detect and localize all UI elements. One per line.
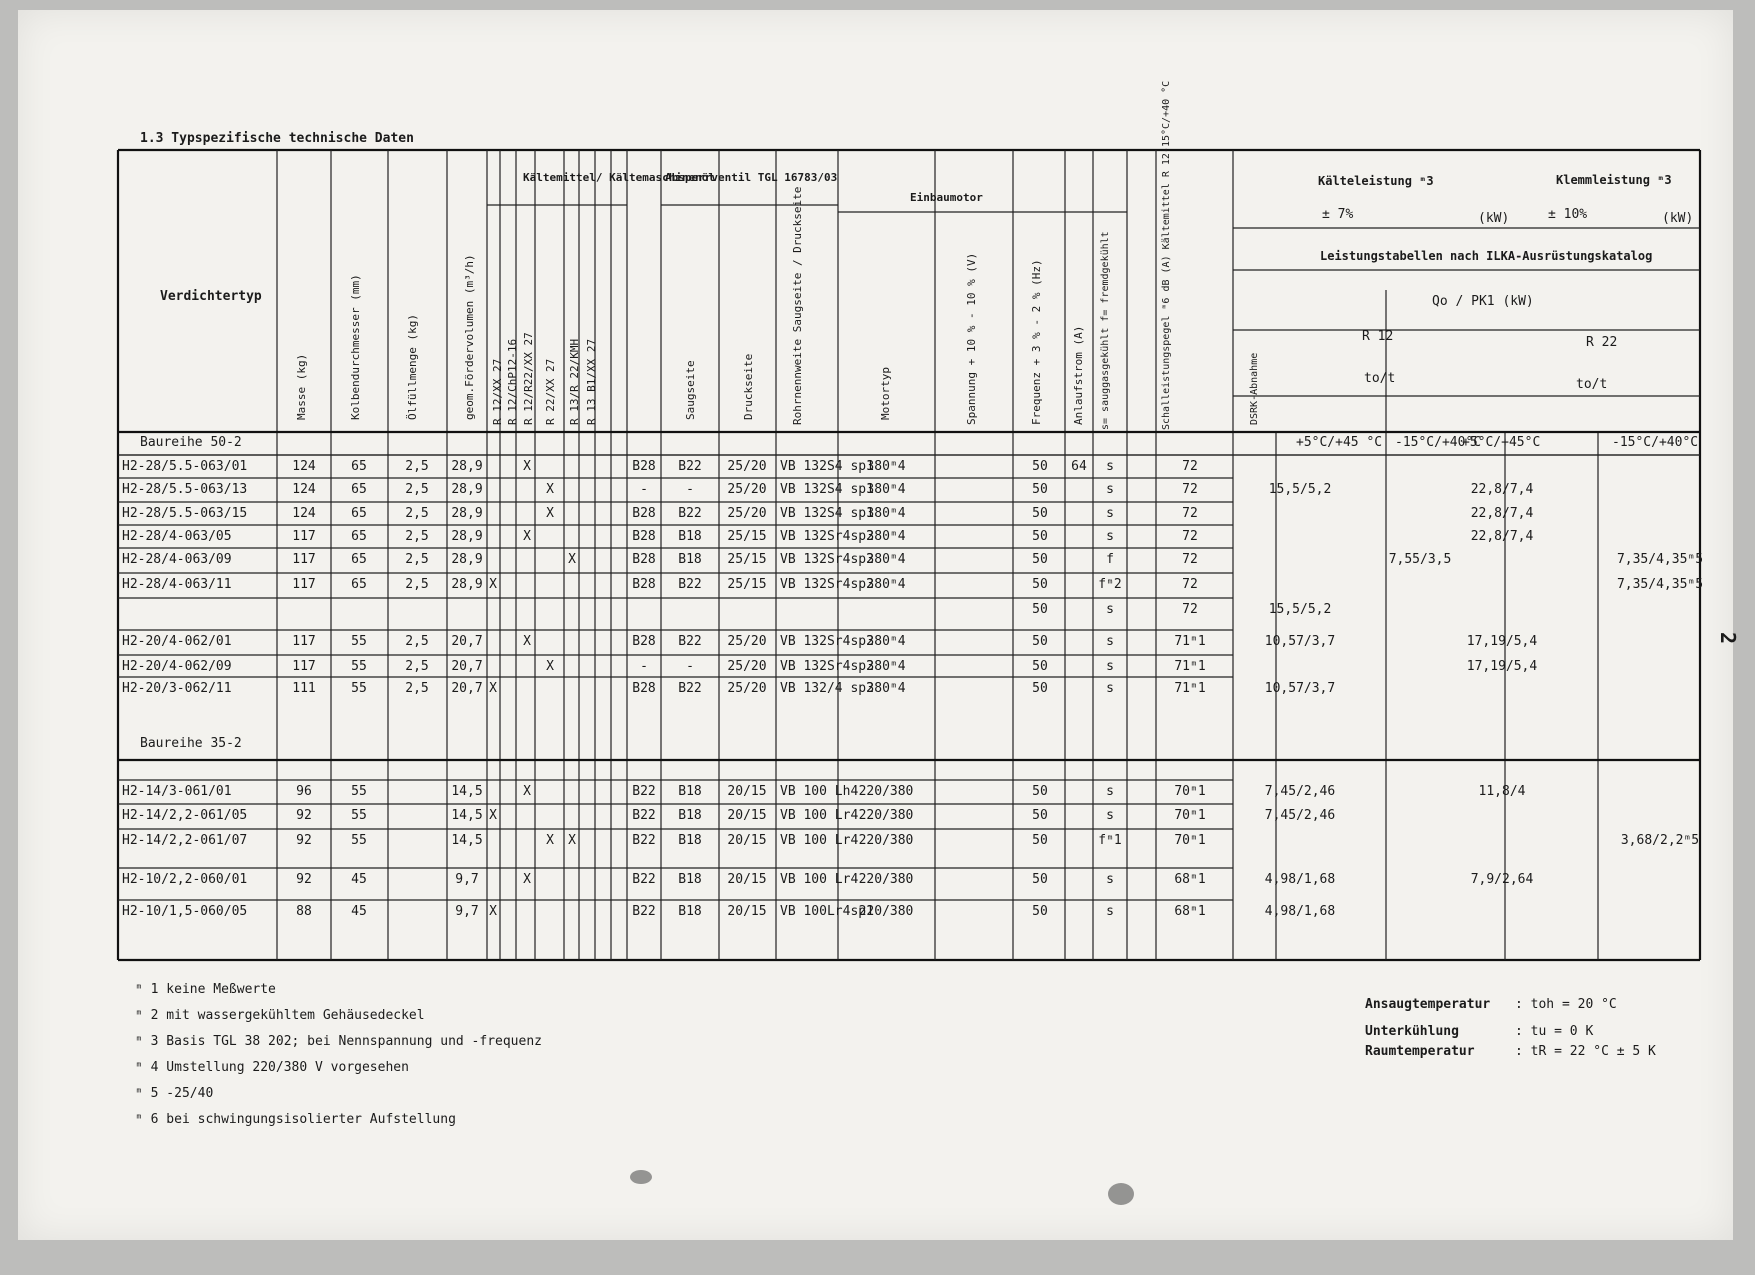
row-14-freq: 50 [1032,904,1048,919]
row-3-freq: 50 [1032,529,1048,544]
header-temp-cond-0: +5°C/+45 °C [1296,435,1383,450]
header-temp-cond-2: +5°C/+45°C [1462,435,1541,450]
row-12-vol: 14,5 [451,833,483,848]
row-2-vol: 28,9 [451,506,483,521]
row-11-piston: 55 [351,808,367,823]
row-2-freq: 50 [1032,506,1048,521]
row-12-type: H2-14/2,2-061/07 [122,833,248,848]
row-12-mass: 92 [296,833,312,848]
header-oil-fill: Ölfüllmenge (kg) [406,314,419,420]
row-5-suction: B28 [632,577,656,592]
row-13-mass: 92 [296,872,312,887]
row-7-perf-3: 17,19/5,4 [1466,634,1538,649]
row-8-cool: s [1106,659,1114,674]
condition-label-2: Raumtemperatur [1365,1044,1475,1059]
row-1-type: H2-28/5.5-063/13 [122,482,248,497]
condition-value-2: : tR = 22 °C ± 5 K [1515,1044,1656,1059]
row-14-type: H2-10/1,5-060/05 [122,904,248,919]
condition-value-0: : toh = 20 °C [1515,997,1617,1012]
header-unit-kw-1: (kW) [1478,211,1510,226]
row-5-voltage: 380ᵐ4 [866,577,906,592]
header-to-t-2: to/t [1576,377,1608,392]
row-2-sound: 72 [1182,506,1198,521]
condition-label-1: Unterkühlung [1365,1024,1459,1039]
header-refrigerant-group: Kältemittel/ Kältemaschinenöl [523,171,716,184]
row-4-perf-4: 7,35/4,35ᵐ5 [1616,552,1704,567]
row-14-perf-1: 4,98/1,68 [1264,904,1336,919]
row-2-motor: VB 132S4 sp1 [780,506,874,521]
row-4-perf-2: 7,55/3,5 [1388,552,1452,567]
footnote-1: ᵐ 1 keine Meßwerte [135,982,276,997]
footnote-6: ᵐ 6 bei schwingungsisolierter Aufstellung [135,1112,456,1127]
header-terminal-tol: ± 10% [1548,207,1588,222]
row-3-oil: 2,5 [405,529,429,544]
header-sound-level: Schalleistungspegel ᵐ6 dB (A) Kältemittel R 12-15°C/+40 °C [1161,80,1172,430]
header-starting-current: Anlaufstrom (A) [1072,325,1085,425]
row-4-type: H2-28/4-063/09 [122,552,232,567]
row-11-perf-1: 7,45/2,46 [1264,808,1336,823]
header-piston-diameter: Kolbendurchmesser (mm) [349,274,362,420]
row-12-ref-x2: X [568,833,576,848]
header-compressor-type: Verdichtertyp [160,289,262,304]
row-7-suction: B28 [632,634,656,649]
row-0-start: 64 [1071,459,1087,474]
row-4-ref-x: X [568,552,576,567]
row-14-mass: 88 [296,904,312,919]
row-3-voltage: 380ᵐ4 [866,529,906,544]
row-14-vol: 9,7 [455,904,479,919]
header-refrigerant-3: R 22/XX 27 [544,358,557,425]
row-8-vol: 20,7 [451,659,483,674]
row-0-type: H2-28/5.5-063/01 [122,459,248,474]
header-r12: R 12 [1362,329,1394,344]
row-7-freq: 50 [1032,634,1048,649]
row-1-piston: 65 [351,482,367,497]
header-dsrk: DSRK-Abnahme [1249,352,1260,425]
row-13-piston: 45 [351,872,367,887]
row-7-voltage: 380ᵐ4 [866,634,906,649]
row-12-sound: 70ᵐ1 [1174,833,1206,848]
header-r22: R 22 [1586,335,1618,350]
row-14-pipe: 20/15 [727,904,767,919]
header-refrigerant-0: R 12/XX 27 [491,358,504,425]
row-9-ref-x: X [489,681,497,696]
row-11-sound: 70ᵐ1 [1174,808,1206,823]
row-9-vol: 20,7 [451,681,483,696]
row-8-type: H2-20/4-062/09 [122,659,232,674]
row-6-perf-1: 15,5/5,2 [1268,602,1332,617]
row-10-pressure: B18 [678,784,702,799]
row-13-cool: s [1106,872,1114,887]
row-7-mass: 117 [292,634,316,649]
row-8-voltage: 380ᵐ4 [866,659,906,674]
row-12-pressure: B18 [678,833,702,848]
row-10-ref-x: X [523,784,531,799]
row-13-motor: VB 100 Lr4 [780,872,859,887]
row-12-voltage: 220/380 [858,833,914,848]
row-1-motor: VB 132S4 sp1 [780,482,874,497]
row-3-sound: 72 [1182,529,1198,544]
row-9-suction: B28 [632,681,656,696]
row-7-oil: 2,5 [405,634,429,649]
row-13-pipe: 20/15 [727,872,767,887]
row-6-sound: 72 [1182,602,1198,617]
row-10-freq: 50 [1032,784,1048,799]
row-0-voltage: 380ᵐ4 [866,459,906,474]
row-12-perf-4: 3,68/2,2ᵐ5 [1620,833,1700,848]
row-7-piston: 55 [351,634,367,649]
row-2-type: H2-28/5.5-063/15 [122,506,248,521]
row-4-cool: f [1106,552,1114,567]
row-10-cool: s [1106,784,1114,799]
row-7-ref-x: X [523,634,531,649]
header-pressure-side: Druckseite [742,353,755,420]
row-3-vol: 28,9 [451,529,483,544]
row-13-pressure: B18 [678,872,702,887]
row-1-voltage: 380ᵐ4 [866,482,906,497]
row-3-ref-x: X [523,529,531,544]
row-5-perf-4: 7,35/4,35ᵐ5 [1616,577,1704,592]
row-2-mass: 124 [292,506,316,521]
row-2-perf-3: 22,8/7,4 [1470,506,1534,521]
row-13-vol: 9,7 [455,872,479,887]
row-3-perf-3: 22,8/7,4 [1470,529,1534,544]
row-1-mass: 124 [292,482,316,497]
row-4-sound: 72 [1182,552,1198,567]
row-5-mass: 117 [292,577,316,592]
paper-smudge [1108,1183,1134,1205]
row-11-pressure: B18 [678,808,702,823]
row-0-suction: B28 [632,459,656,474]
header-refrigerant-2: R 12/R22/XX 27 [522,332,535,425]
row-14-suction: B22 [632,904,656,919]
header-temp-cond-3: -15°C/+40°C [1612,435,1699,450]
page-number: 2 [1716,631,1741,645]
row-12-ref-x: X [546,833,554,848]
row-9-pipe: 25/20 [727,681,767,696]
row-13-voltage: 220/380 [858,872,914,887]
row-2-pressure: B22 [678,506,702,521]
row-5-freq: 50 [1032,577,1048,592]
row-2-piston: 65 [351,506,367,521]
footnote-5: ᵐ 5 -25/40 [135,1086,214,1101]
row-8-pipe: 25/20 [727,659,767,674]
row-8-perf-3: 17,19/5,4 [1466,659,1538,674]
header-voltage: Spannung + 10 % - 10 % (V) [965,252,978,425]
row-11-freq: 50 [1032,808,1048,823]
row-9-perf-1: 10,57/3,7 [1264,681,1336,696]
row-5-oil: 2,5 [405,577,429,592]
series-label-35-2: Baureihe 35-2 [140,736,242,751]
row-5-cool: fᵐ2 [1098,577,1122,592]
section-title: 1.3 Typspezifische technische Daten [140,131,414,146]
paper-smudge [630,1170,652,1184]
row-2-suction: B28 [632,506,656,521]
header-cooling-capacity: Kälteleistung ᵐ3 [1318,174,1434,188]
row-0-pipe: 25/20 [727,459,767,474]
row-1-pressure: - [686,482,694,497]
row-11-cool: s [1106,808,1114,823]
row-7-perf-1: 10,57/3,7 [1264,634,1336,649]
row-2-cool: s [1106,506,1114,521]
row-3-piston: 65 [351,529,367,544]
row-0-piston: 65 [351,459,367,474]
row-12-suction: B22 [632,833,656,848]
row-9-type: H2-20/3-062/11 [122,681,232,696]
row-6-freq: 50 [1032,602,1048,617]
row-14-voltage: 220/380 [858,904,914,919]
header-refrigerant-5: R 13 B1/XX 27 [585,338,598,425]
row-9-voltage: 380ᵐ4 [866,681,906,696]
row-1-ref-x: X [546,482,554,497]
row-2-ref-x: X [546,506,554,521]
row-13-sound: 68ᵐ1 [1174,872,1206,887]
row-5-piston: 65 [351,577,367,592]
header-cooling: s= sauggasgekühlt f= fremdgekühlt [1100,231,1111,430]
row-4-oil: 2,5 [405,552,429,567]
row-8-piston: 55 [351,659,367,674]
row-0-sound: 72 [1182,459,1198,474]
row-7-sound: 71ᵐ1 [1174,634,1206,649]
row-9-oil: 2,5 [405,681,429,696]
footnote-2: ᵐ 2 mit wassergekühltem Gehäusedeckel [135,1008,425,1023]
row-4-piston: 65 [351,552,367,567]
row-14-motor: VB 100Lr4sp1 [780,904,874,919]
row-10-sound: 70ᵐ1 [1174,784,1206,799]
row-5-ref-x: X [489,577,497,592]
header-qo-pk1: Qo / PK1 (kW) [1432,294,1534,309]
row-8-freq: 50 [1032,659,1048,674]
row-1-perf-3: 22,8/7,4 [1470,482,1534,497]
row-5-type: H2-28/4-063/11 [122,577,232,592]
row-0-ref-x: X [523,459,531,474]
row-11-pipe: 20/15 [727,808,767,823]
row-14-piston: 45 [351,904,367,919]
row-9-piston: 55 [351,681,367,696]
row-13-suction: B22 [632,872,656,887]
row-11-vol: 14,5 [451,808,483,823]
footnote-3: ᵐ 3 Basis TGL 38 202; bei Nennspannung und -frequenz [135,1034,542,1049]
condition-label-0: Ansaugtemperatur [1365,997,1491,1012]
row-0-vol: 28,9 [451,459,483,474]
row-11-motor: VB 100 Lr4 [780,808,859,823]
row-3-pressure: B18 [678,529,702,544]
row-9-sound: 71ᵐ1 [1174,681,1206,696]
row-7-pipe: 25/20 [727,634,767,649]
row-8-suction: - [640,659,648,674]
row-13-freq: 50 [1032,872,1048,887]
row-8-oil: 2,5 [405,659,429,674]
header-refrigerant-4: R 13/R 22/KMH [568,338,581,425]
row-14-ref-x: X [489,904,497,919]
row-3-pipe: 25/15 [727,529,767,544]
row-1-perf-1: 15,5/5,2 [1268,482,1332,497]
header-mass: Masse (kg) [295,353,308,420]
row-4-pipe: 25/15 [727,552,767,567]
row-5-motor: VB 132Sr4sp2 [780,577,874,592]
header-frequency: Frequenz + 3 % - 2 % (Hz) [1030,259,1043,425]
row-6-cool: s [1106,602,1114,617]
row-5-pipe: 25/15 [727,577,767,592]
row-12-cool: fᵐ1 [1098,833,1122,848]
header-unit-kw-2: (kW) [1662,211,1694,226]
row-2-pipe: 25/20 [727,506,767,521]
row-4-voltage: 380ᵐ4 [866,552,906,567]
row-4-mass: 117 [292,552,316,567]
row-4-freq: 50 [1032,552,1048,567]
header-suction-side: Saugseite [684,360,697,420]
row-0-cool: s [1106,459,1114,474]
row-10-pipe: 20/15 [727,784,767,799]
row-3-suction: B28 [632,529,656,544]
row-5-sound: 72 [1182,577,1198,592]
row-7-motor: VB 132Sr4sp2 [780,634,874,649]
row-7-vol: 20,7 [451,634,483,649]
row-8-ref-x: X [546,659,554,674]
row-1-freq: 50 [1032,482,1048,497]
footnote-4: ᵐ 4 Umstellung 220/380 V vorgesehen [135,1060,409,1075]
row-0-pressure: B22 [678,459,702,474]
row-8-mass: 117 [292,659,316,674]
row-10-suction: B22 [632,784,656,799]
row-3-type: H2-28/4-063/05 [122,529,232,544]
row-8-motor: VB 132Sr4sp2 [780,659,874,674]
row-0-oil: 2,5 [405,459,429,474]
row-14-pressure: B18 [678,904,702,919]
row-13-ref-x: X [523,872,531,887]
header-cooling-tol: ± 7% [1322,207,1354,222]
row-10-perf-3: 11,8/4 [1478,784,1526,799]
row-12-freq: 50 [1032,833,1048,848]
header-pipe-width: Rohrnennweite Saugseite / Druckseite [791,186,804,425]
row-1-suction: - [640,482,648,497]
row-10-motor: VB 100 Lh4 [780,784,859,799]
row-10-voltage: 220/380 [858,784,914,799]
row-14-cool: s [1106,904,1114,919]
row-7-type: H2-20/4-062/01 [122,634,232,649]
row-1-sound: 72 [1182,482,1198,497]
header-refrigerant-1: R 12/ChP12-16 [506,338,519,425]
row-3-cool: s [1106,529,1114,544]
row-10-type: H2-14/3-061/01 [122,784,232,799]
row-1-vol: 28,9 [451,482,483,497]
row-1-pipe: 25/20 [727,482,767,497]
row-0-freq: 50 [1032,459,1048,474]
row-9-motor: VB 132/4 sp2 [780,681,874,696]
row-12-motor: VB 100 Lr4 [780,833,859,848]
row-1-cool: s [1106,482,1114,497]
row-9-pressure: B22 [678,681,702,696]
row-11-mass: 92 [296,808,312,823]
header-displacement: geom.Fördervolumen (m³/h) [463,254,476,420]
row-9-mass: 111 [292,681,316,696]
row-0-motor: VB 132S4 sp1 [780,459,874,474]
row-13-perf-1: 4,98/1,68 [1264,872,1336,887]
row-11-type: H2-14/2,2-061/05 [122,808,248,823]
row-10-piston: 55 [351,784,367,799]
series-label-50-2: Baureihe 50-2 [140,435,242,450]
row-1-oil: 2,5 [405,482,429,497]
row-4-vol: 28,9 [451,552,483,567]
row-12-piston: 55 [351,833,367,848]
row-9-cool: s [1106,681,1114,696]
row-8-sound: 71ᵐ1 [1174,659,1206,674]
condition-value-1: : tu = 0 K [1515,1024,1594,1039]
row-4-pressure: B18 [678,552,702,567]
row-14-sound: 68ᵐ1 [1174,904,1206,919]
row-4-suction: B28 [632,552,656,567]
header-terminal-power: Klemmleistung ᵐ3 [1556,173,1672,187]
row-5-pressure: B22 [678,577,702,592]
header-motor-type: Motortyp [879,367,892,420]
row-11-suction: B22 [632,808,656,823]
row-2-oil: 2,5 [405,506,429,521]
row-9-freq: 50 [1032,681,1048,696]
row-5-vol: 28,9 [451,577,483,592]
row-13-type: H2-10/2,2-060/01 [122,872,248,887]
header-shutoff-valve: Absperrventil TGL 16783/03 [665,171,838,184]
header-motor-group: Einbaumotor [910,191,983,204]
header-perf-tables: Leistungstabellen nach ILKA-Ausrüstungskatalog [1320,249,1653,263]
row-10-vol: 14,5 [451,784,483,799]
row-3-motor: VB 132Sr4sp2 [780,529,874,544]
row-7-pressure: B22 [678,634,702,649]
row-3-mass: 117 [292,529,316,544]
row-13-perf-3: 7,9/2,64 [1470,872,1534,887]
row-12-pipe: 20/15 [727,833,767,848]
header-to-t-1: to/t [1364,371,1396,386]
row-8-pressure: - [686,659,694,674]
row-2-voltage: 380ᵐ4 [866,506,906,521]
header-temp-cond-1: -15°C/+40°C [1395,435,1482,450]
row-10-mass: 96 [296,784,312,799]
row-11-voltage: 220/380 [858,808,914,823]
row-7-cool: s [1106,634,1114,649]
row-0-mass: 124 [292,459,316,474]
row-10-perf-1: 7,45/2,46 [1264,784,1336,799]
row-11-ref-x: X [489,808,497,823]
row-4-motor: VB 132Sr4sp2 [780,552,874,567]
